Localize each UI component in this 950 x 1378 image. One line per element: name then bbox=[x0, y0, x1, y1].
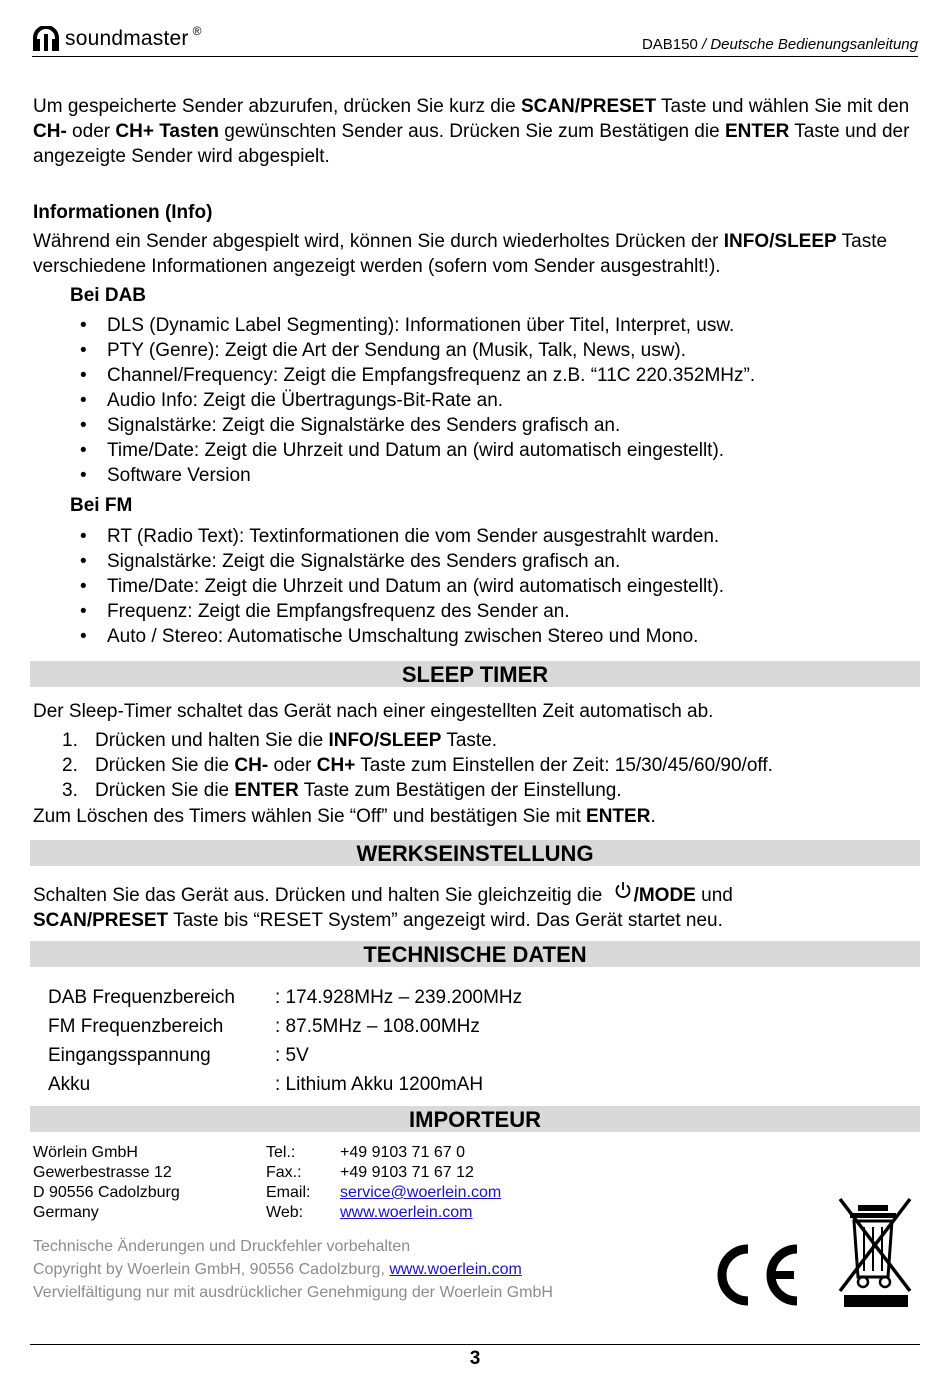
power-icon bbox=[614, 881, 632, 899]
section-heading-factory-reset: WERKSEINSTELLUNG bbox=[30, 840, 920, 866]
key-info: INFO bbox=[723, 231, 770, 252]
sleep-outro bbox=[33, 804, 923, 829]
key-ch-plus: CH+ Tasten bbox=[115, 121, 220, 142]
dab-info-list bbox=[80, 313, 910, 488]
table-row bbox=[33, 1143, 501, 1163]
list-item: • PTY (Genre): Zeigt die Art der Sendung an (Musik, Talk, News, usw). bbox=[80, 338, 910, 363]
email-cell bbox=[340, 1183, 501, 1203]
spec-value: : 5V bbox=[275, 1044, 309, 1066]
spec-label: DAB Frequenzbereich bbox=[48, 986, 235, 1008]
list-item: • Channel/Frequency: Zeigt die Empfangsfrequenz an z.B. “11C 220.352MHz”. bbox=[80, 363, 910, 388]
legal-note: Technische Änderungen und Druckfehler vorbehalten bbox=[33, 1238, 411, 1255]
key-info: INFO bbox=[328, 730, 374, 751]
email-link[interactable]: service@woerlein.com bbox=[340, 1184, 502, 1201]
footer-divider bbox=[30, 1344, 920, 1345]
specs-table bbox=[48, 983, 522, 1099]
text-run: Um gespeicherte Sender abzurufen, drücken Sie kurz die bbox=[33, 96, 521, 117]
key-scan: SCAN bbox=[33, 910, 87, 931]
text-run: oder bbox=[66, 121, 116, 142]
importer-contact-table bbox=[33, 1143, 501, 1223]
model-name: DAB150 bbox=[641, 36, 698, 53]
text-run: Taste und der angezeigte Sender wird abgespielt. bbox=[33, 121, 910, 167]
spec-value: : Lithium Akku 1200mAH bbox=[275, 1073, 484, 1095]
spec-value: : 87.5MHz – 108.00MHz bbox=[275, 1015, 480, 1037]
text-run: Copyright by Woerlein GmbH, 90556 Cadolzburg, bbox=[33, 1261, 390, 1278]
step-number: 2. bbox=[62, 755, 78, 776]
text-run: Taste zum Bestätigen der Einstellung. bbox=[298, 780, 622, 801]
contact-label: Tel.: bbox=[266, 1144, 296, 1161]
text-run: oder bbox=[268, 755, 317, 776]
copyright-website-link[interactable]: www.woerlein.com bbox=[389, 1261, 522, 1278]
sleep-intro: Der Sleep-Timer schaltet das Gerät nach einer eingestellten Zeit automatisch ab. bbox=[33, 701, 714, 722]
header-divider bbox=[32, 56, 918, 57]
fm-info-list bbox=[80, 524, 910, 649]
document-title bbox=[642, 36, 918, 53]
key-enter: ENTER bbox=[586, 806, 651, 827]
legal-note: Vervielfältigung nur mit ausdrücklicher Genehmigung der Woerlein GmbH bbox=[33, 1284, 553, 1301]
text-run: Drücken und halten Sie die bbox=[95, 730, 329, 751]
step-item bbox=[62, 728, 912, 753]
text-run: Schalten Sie das Gerät aus. Drücken und halten Sie gleichzeitig die bbox=[33, 885, 608, 906]
key-sleep: SLEEP bbox=[379, 730, 442, 751]
text-run: Taste zum Einstellen der Zeit: 15/30/45/60/90/off. bbox=[355, 755, 773, 776]
text-run: Drücken Sie die bbox=[95, 755, 235, 776]
address-line: D 90556 Cadolzburg bbox=[33, 1184, 180, 1201]
table-row bbox=[48, 1012, 522, 1041]
table-row bbox=[33, 1203, 501, 1223]
phone-value: +49 9103 71 67 0 bbox=[340, 1144, 466, 1161]
step-item bbox=[62, 753, 912, 778]
text-run: Taste bis “RESET System” angezeigt wird. Das Gerät startet neu. bbox=[168, 910, 723, 931]
list-item: • Frequenz: Zeigt die Empfangsfrequenz des Sender an. bbox=[80, 599, 910, 624]
address-line: Wörlein GmbH bbox=[33, 1144, 138, 1161]
reset-paragraph bbox=[33, 881, 923, 933]
key-ch-minus: CH- bbox=[33, 121, 67, 142]
address-line: Germany bbox=[33, 1204, 99, 1221]
table-row bbox=[48, 1070, 522, 1099]
table-row bbox=[33, 1163, 501, 1183]
list-item: • RT (Radio Text): Textinformationen die vom Sender ausgestrahlt warden. bbox=[80, 524, 910, 549]
key-ch-minus: CH- bbox=[234, 755, 269, 776]
key-preset: PRESET bbox=[92, 910, 169, 931]
text-run: / bbox=[574, 96, 581, 117]
table-row bbox=[48, 983, 522, 1012]
step-number: 3. bbox=[62, 780, 78, 801]
key-enter: ENTER bbox=[234, 780, 299, 801]
list-item: • Auto / Stereo: Automatische Umschaltung zwischen Stereo und Mono. bbox=[80, 624, 910, 649]
weee-bin-icon bbox=[836, 1195, 916, 1310]
list-item: • DLS (Dynamic Label Segmenting): Informationen über Titel, Interpret, usw. bbox=[80, 313, 910, 338]
text-run: / bbox=[373, 730, 380, 751]
sleep-steps bbox=[62, 728, 912, 803]
brand-logo bbox=[32, 24, 201, 54]
list-item: • Time/Date: Zeigt die Uhrzeit und Datum an (wird automatisch eingestellt). bbox=[80, 574, 910, 599]
section-heading-importer: IMPORTEUR bbox=[30, 1106, 920, 1132]
step-item bbox=[62, 778, 912, 803]
section-heading-technical-data: TECHNISCHE DATEN bbox=[30, 941, 920, 967]
list-item: • Software Version bbox=[80, 463, 910, 488]
contact-label: Fax.: bbox=[266, 1164, 302, 1181]
brand-name: soundmaster bbox=[65, 27, 189, 50]
page-number: 3 bbox=[469, 1348, 481, 1369]
spec-label: FM Frequenzbereich bbox=[48, 1015, 224, 1037]
text-run: Drücken Sie die bbox=[95, 780, 235, 801]
legal-notes bbox=[33, 1235, 553, 1304]
soundmaster-logo-icon bbox=[32, 26, 60, 52]
table-row bbox=[48, 1041, 522, 1070]
text-run: . bbox=[650, 806, 656, 827]
key-enter: ENTER bbox=[724, 121, 790, 142]
ce-mark-icon bbox=[704, 1240, 802, 1310]
info-heading: Informationen (Info) bbox=[33, 202, 213, 223]
list-item: • Audio Info: Zeigt die Übertragungs-Bit-Rate an. bbox=[80, 388, 910, 413]
text-run: Taste. bbox=[441, 730, 498, 751]
list-item: • Signalstärke: Zeigt die Signalstärke des Senders grafisch an. bbox=[80, 549, 910, 574]
text-run: gewünschten Sender aus. Drücken Sie zum Bestätigen die bbox=[219, 121, 725, 142]
fm-subheading: Bei FM bbox=[70, 495, 133, 516]
key-scan: SCAN bbox=[520, 96, 575, 117]
contact-label: Email: bbox=[266, 1184, 311, 1201]
step-number: 1. bbox=[62, 730, 78, 751]
website-link[interactable]: www.woerlein.com bbox=[340, 1204, 473, 1221]
section-heading-sleep-timer: SLEEP TIMER bbox=[30, 661, 920, 687]
spec-label: Akku bbox=[48, 1073, 91, 1095]
registered-mark: ® bbox=[192, 24, 202, 38]
fax-value: +49 9103 71 67 12 bbox=[340, 1164, 474, 1181]
text-run: Taste verschiedene Informationen angezeigt werden (sofern vom Sender ausgestrahlt!). bbox=[33, 231, 888, 277]
dab-subheading: Bei DAB bbox=[70, 285, 147, 306]
key-mode: /MODE bbox=[633, 885, 696, 906]
table-row bbox=[33, 1183, 501, 1203]
text-run: und bbox=[695, 885, 733, 906]
text-run: Während ein Sender abgespielt wird, können Sie durch wiederholtes Drücken der bbox=[33, 231, 724, 252]
key-sleep: SLEEP bbox=[774, 231, 837, 252]
spec-value: : 174.928MHz – 239.200MHz bbox=[275, 986, 523, 1008]
text-run: Taste und wählen Sie mit den bbox=[656, 96, 910, 117]
contact-label: Web: bbox=[266, 1204, 304, 1221]
spec-label: Eingangsspannung bbox=[48, 1044, 211, 1066]
info-paragraph bbox=[33, 229, 923, 279]
document-subtitle: / Deutsche Bedienungsanleitung bbox=[697, 36, 918, 53]
address-line: Gewerbestrasse 12 bbox=[33, 1164, 172, 1181]
preset-recall-paragraph bbox=[33, 94, 923, 169]
legal-note bbox=[33, 1258, 553, 1281]
key-ch-plus: CH+ bbox=[316, 755, 356, 776]
list-item: • Time/Date: Zeigt die Uhrzeit und Datum an (wird automatisch eingestellt). bbox=[80, 438, 910, 463]
text-run: / bbox=[769, 231, 775, 252]
list-item: • Signalstärke: Zeigt die Signalstärke des Senders grafisch an. bbox=[80, 413, 910, 438]
key-preset: PRESET bbox=[580, 96, 657, 117]
text-run: / bbox=[86, 910, 93, 931]
web-cell bbox=[340, 1203, 501, 1223]
text-run: Zum Löschen des Timers wählen Sie “Off” und bestätigen Sie mit bbox=[33, 806, 587, 827]
